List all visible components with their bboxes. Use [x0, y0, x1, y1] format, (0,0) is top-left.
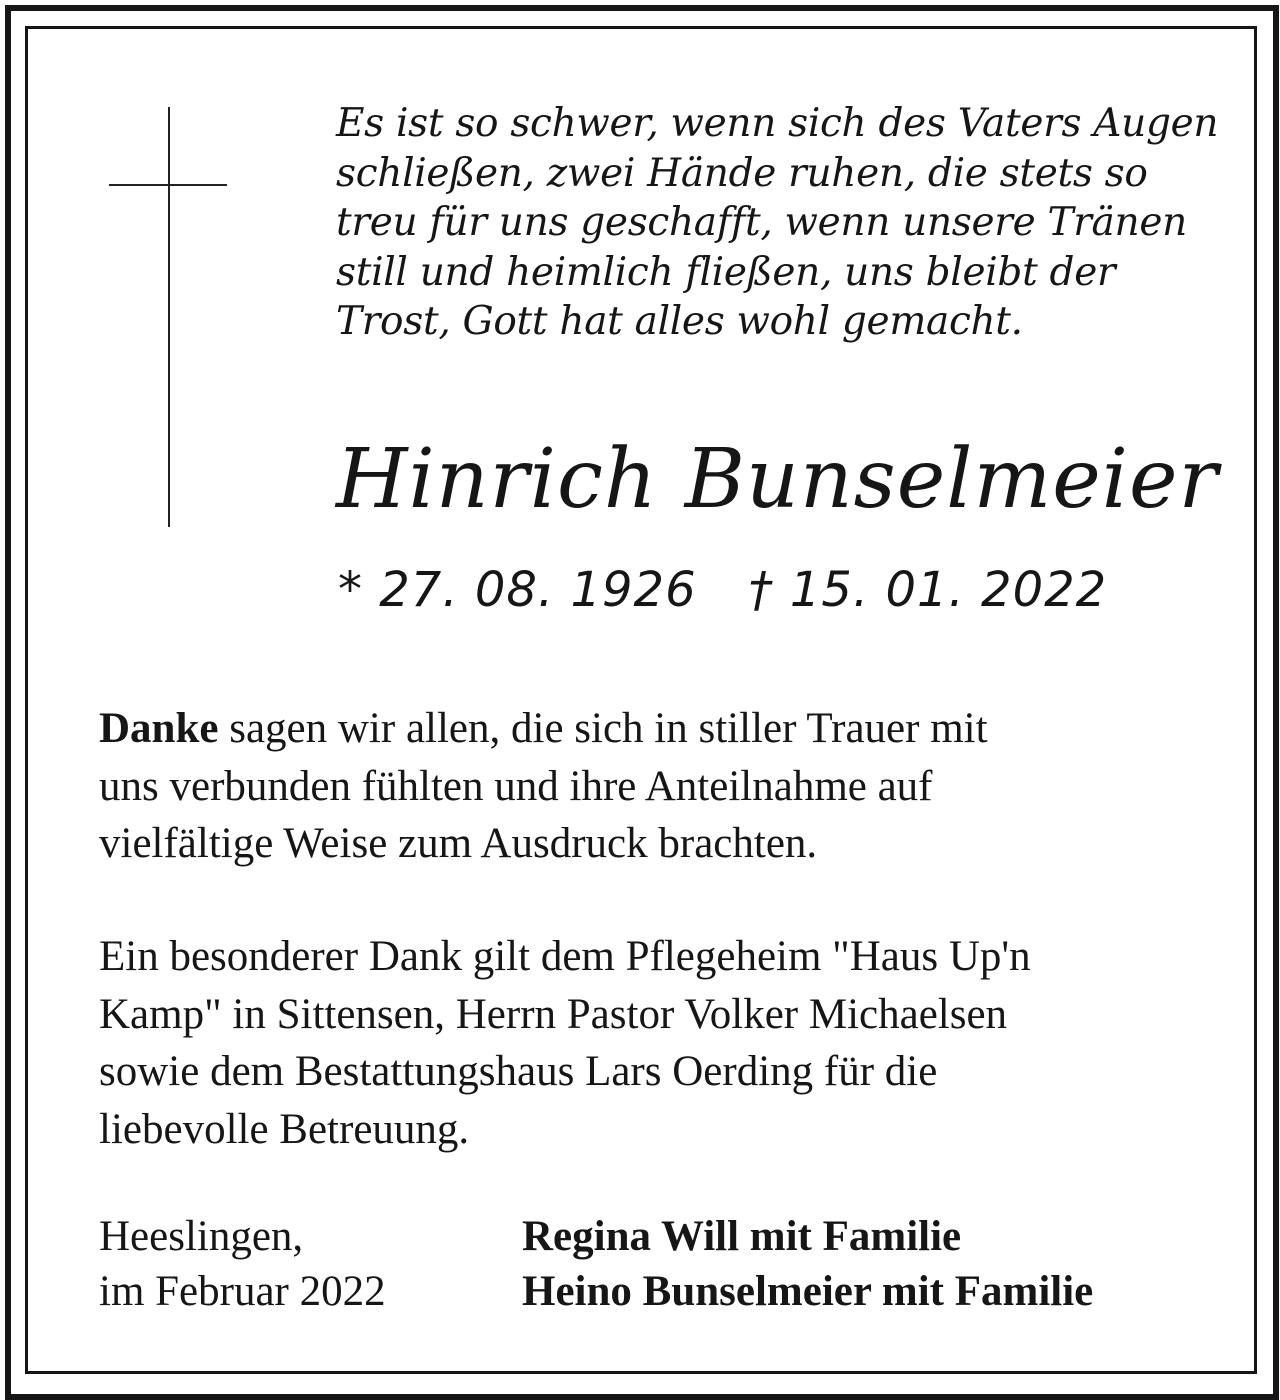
- thanks-line: vielfältige Weise zum Ausdruck brachten.: [99, 820, 818, 867]
- verse-line: Es ist so schwer, wenn sich des Vaters Augen: [336, 101, 1219, 146]
- cross-horizontal-bar: [109, 184, 227, 186]
- verse-line: schließen, zwei Hände ruhen, die stets so: [336, 150, 1148, 196]
- thanks-lead: Danke: [99, 705, 219, 752]
- thanks-line: sagen wir allen, die sich in stiller Trauer mit: [218, 705, 988, 752]
- memorial-verse: [336, 99, 1236, 347]
- verse-line: still und heimlich fließen, uns bleibt der: [336, 249, 1116, 295]
- date: im Februar 2022: [99, 1268, 386, 1315]
- birth-date: * 27. 08. 1926: [338, 562, 697, 618]
- signer: Heino Bunselmeier mit Familie: [522, 1268, 1094, 1315]
- verse-line: treu für uns geschafft, wenn unsere Tränen: [336, 200, 1187, 245]
- thanks-paragraph: [99, 700, 1239, 873]
- life-dates: [338, 560, 1107, 620]
- thanks-line: uns verbunden fühlten und ihre Anteilnahme auf: [99, 762, 933, 810]
- special-thanks-line: Kamp" in Sittensen, Herrn Pastor Volker Michaelsen: [99, 990, 1008, 1038]
- signers: [522, 1209, 1093, 1319]
- verse-line: Trost, Gott hat alles wohl gemacht.: [336, 299, 1023, 344]
- signer: Regina Will mit Familie: [522, 1213, 962, 1260]
- place-and-date: [99, 1209, 386, 1319]
- place: Heeslingen,: [99, 1213, 304, 1260]
- special-thanks-line: liebevolle Betreuung.: [99, 1105, 470, 1153]
- cross-vertical-bar: [168, 107, 170, 527]
- special-thanks-paragraph: [99, 928, 1239, 1158]
- special-thanks-line: sowie dem Bestattungshaus Lars Oerding für die: [99, 1048, 938, 1095]
- special-thanks-line: Ein besonderer Dank gilt dem Pflegeheim "Haus Up'n: [99, 933, 1031, 980]
- deceased-name: Hinrich Bunselmeier: [336, 432, 1219, 527]
- death-date: † 15. 01. 2022: [748, 562, 1108, 618]
